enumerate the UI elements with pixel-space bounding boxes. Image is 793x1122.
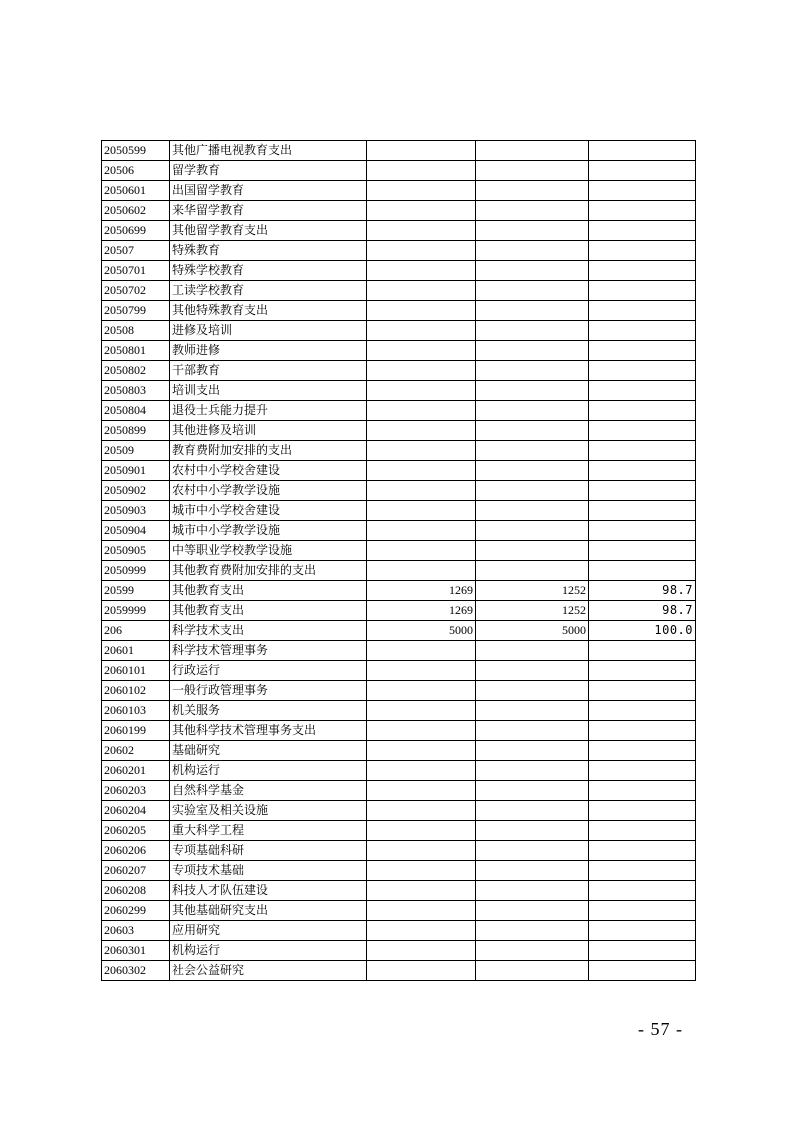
- budget-value-cell: [367, 301, 476, 321]
- actual-value-cell: [476, 261, 589, 281]
- account-code-cell: 206: [102, 621, 170, 641]
- completion-percent-cell: [589, 741, 696, 761]
- completion-percent-cell: [589, 561, 696, 581]
- budget-value-cell: [367, 701, 476, 721]
- actual-value-cell: [476, 801, 589, 821]
- account-code-cell: 2060302: [102, 961, 170, 981]
- account-name-cell: 其他教育费附加安排的支出: [170, 561, 367, 581]
- account-name-cell: 重大科学工程: [170, 821, 367, 841]
- actual-value-cell: [476, 361, 589, 381]
- actual-value-cell: [476, 861, 589, 881]
- account-name-cell: 退役士兵能力提升: [170, 401, 367, 421]
- budget-value-cell: [367, 961, 476, 981]
- actual-value-cell: [476, 661, 589, 681]
- completion-percent-cell: [589, 941, 696, 961]
- completion-percent-cell: [589, 461, 696, 481]
- budget-value-cell: [367, 401, 476, 421]
- account-name-cell: 城市中小学教学设施: [170, 521, 367, 541]
- actual-value-cell: [476, 881, 589, 901]
- completion-percent-cell: [589, 301, 696, 321]
- budget-value-cell: [367, 561, 476, 581]
- actual-value-cell: [476, 641, 589, 661]
- actual-value-cell: 1252: [476, 601, 589, 621]
- actual-value-cell: [476, 921, 589, 941]
- account-name-cell: 其他特殊教育支出: [170, 301, 367, 321]
- actual-value-cell: [476, 201, 589, 221]
- completion-percent-cell: [589, 521, 696, 541]
- account-name-cell: 培训支出: [170, 381, 367, 401]
- budget-value-cell: [367, 321, 476, 341]
- table-row: [102, 881, 696, 901]
- budget-value-cell: [367, 341, 476, 361]
- account-code-cell: 20506: [102, 161, 170, 181]
- table-row: [102, 481, 696, 501]
- table-row: [102, 821, 696, 841]
- table-row: [102, 461, 696, 481]
- budget-value-cell: [367, 501, 476, 521]
- completion-percent-cell: [589, 661, 696, 681]
- table-row: [102, 921, 696, 941]
- completion-percent-cell: [589, 161, 696, 181]
- account-name-cell: 应用研究: [170, 921, 367, 941]
- actual-value-cell: [476, 721, 589, 741]
- account-name-cell: 进修及培训: [170, 321, 367, 341]
- account-name-cell: 科学技术管理事务: [170, 641, 367, 661]
- budget-value-cell: [367, 841, 476, 861]
- completion-percent-cell: [589, 541, 696, 561]
- actual-value-cell: [476, 341, 589, 361]
- account-code-cell: 2060208: [102, 881, 170, 901]
- budget-value-cell: [367, 901, 476, 921]
- account-name-cell: 专项基础科研: [170, 841, 367, 861]
- account-name-cell: 机构运行: [170, 941, 367, 961]
- budget-value-cell: [367, 941, 476, 961]
- budget-value-cell: [367, 641, 476, 661]
- table-row: [102, 361, 696, 381]
- account-name-cell: 一般行政管理事务: [170, 681, 367, 701]
- completion-percent-cell: [589, 401, 696, 421]
- table-row: [102, 961, 696, 981]
- account-code-cell: 2050799: [102, 301, 170, 321]
- actual-value-cell: [476, 281, 589, 301]
- completion-percent-cell: [589, 921, 696, 941]
- budget-value-cell: [367, 421, 476, 441]
- budget-value-cell: [367, 281, 476, 301]
- completion-percent-cell: [589, 421, 696, 441]
- budget-value-cell: [367, 481, 476, 501]
- account-name-cell: 实验室及相关设施: [170, 801, 367, 821]
- table-row: [102, 681, 696, 701]
- account-name-cell: 特殊学校教育: [170, 261, 367, 281]
- account-name-cell: 机关服务: [170, 701, 367, 721]
- account-code-cell: 2050699: [102, 221, 170, 241]
- account-code-cell: 2060102: [102, 681, 170, 701]
- account-code-cell: 2050701: [102, 261, 170, 281]
- budget-value-cell: 1269: [367, 601, 476, 621]
- actual-value-cell: [476, 521, 589, 541]
- account-code-cell: 2050999: [102, 561, 170, 581]
- account-name-cell: 其他教育支出: [170, 581, 367, 601]
- completion-percent-cell: [589, 841, 696, 861]
- account-name-cell: 其他进修及培训: [170, 421, 367, 441]
- table-row: [102, 641, 696, 661]
- page-number: - 57 -: [638, 1019, 683, 1039]
- table-row: [102, 421, 696, 441]
- account-name-cell: 中等职业学校教学设施: [170, 541, 367, 561]
- budget-value-cell: [367, 781, 476, 801]
- account-name-cell: 科学技术支出: [170, 621, 367, 641]
- table-row: [102, 781, 696, 801]
- table-row: [102, 901, 696, 921]
- table-row: [102, 281, 696, 301]
- account-name-cell: 干部教育: [170, 361, 367, 381]
- account-code-cell: 2050803: [102, 381, 170, 401]
- table-row: [102, 141, 696, 161]
- table-row: [102, 401, 696, 421]
- table-row: [102, 441, 696, 461]
- budget-value-cell: [367, 241, 476, 261]
- account-code-cell: 20507: [102, 241, 170, 261]
- account-code-cell: 2060205: [102, 821, 170, 841]
- actual-value-cell: [476, 741, 589, 761]
- actual-value-cell: [476, 221, 589, 241]
- account-name-cell: 教师进修: [170, 341, 367, 361]
- table-row: [102, 201, 696, 221]
- actual-value-cell: [476, 961, 589, 981]
- account-code-cell: 2050601: [102, 181, 170, 201]
- actual-value-cell: [476, 901, 589, 921]
- actual-value-cell: [476, 481, 589, 501]
- actual-value-cell: [476, 141, 589, 161]
- actual-value-cell: [476, 941, 589, 961]
- account-name-cell: 基础研究: [170, 741, 367, 761]
- completion-percent-cell: [589, 481, 696, 501]
- actual-value-cell: [476, 501, 589, 521]
- completion-percent-cell: [589, 361, 696, 381]
- actual-value-cell: [476, 301, 589, 321]
- account-code-cell: 2050899: [102, 421, 170, 441]
- table-row: [102, 701, 696, 721]
- budget-value-cell: [367, 881, 476, 901]
- budget-value-cell: [367, 761, 476, 781]
- account-name-cell: 特殊教育: [170, 241, 367, 261]
- completion-percent-cell: [589, 861, 696, 881]
- table-row: [102, 341, 696, 361]
- completion-percent-cell: [589, 321, 696, 341]
- account-name-cell: 自然科学基金: [170, 781, 367, 801]
- account-code-cell: 2050903: [102, 501, 170, 521]
- completion-percent-cell: [589, 701, 696, 721]
- budget-value-cell: [367, 861, 476, 881]
- completion-percent-cell: 98.7: [589, 601, 696, 621]
- budget-value-cell: [367, 141, 476, 161]
- completion-percent-cell: [589, 681, 696, 701]
- actual-value-cell: [476, 161, 589, 181]
- actual-value-cell: [476, 821, 589, 841]
- completion-percent-cell: [589, 381, 696, 401]
- table-body: [102, 141, 696, 981]
- account-code-cell: 2050801: [102, 341, 170, 361]
- completion-percent-cell: [589, 281, 696, 301]
- budget-value-cell: [367, 661, 476, 681]
- table-row: [102, 321, 696, 341]
- account-code-cell: 20603: [102, 921, 170, 941]
- account-code-cell: 2050902: [102, 481, 170, 501]
- account-name-cell: 工读学校教育: [170, 281, 367, 301]
- budget-value-cell: [367, 461, 476, 481]
- table-row: [102, 161, 696, 181]
- account-code-cell: 2060301: [102, 941, 170, 961]
- account-name-cell: 其他科学技术管理事务支出: [170, 721, 367, 741]
- completion-percent-cell: [589, 241, 696, 261]
- budget-value-cell: [367, 381, 476, 401]
- account-code-cell: 2060206: [102, 841, 170, 861]
- completion-percent-cell: [589, 201, 696, 221]
- budget-value-cell: [367, 201, 476, 221]
- actual-value-cell: [476, 441, 589, 461]
- account-name-cell: 来华留学教育: [170, 201, 367, 221]
- actual-value-cell: [476, 701, 589, 721]
- actual-value-cell: [476, 421, 589, 441]
- completion-percent-cell: [589, 881, 696, 901]
- table-row: [102, 741, 696, 761]
- actual-value-cell: [476, 781, 589, 801]
- table-row: [102, 841, 696, 861]
- budget-value-cell: [367, 681, 476, 701]
- completion-percent-cell: [589, 761, 696, 781]
- completion-percent-cell: [589, 441, 696, 461]
- completion-percent-cell: [589, 501, 696, 521]
- table-row: [102, 661, 696, 681]
- budget-value-cell: [367, 441, 476, 461]
- budget-value-cell: 5000: [367, 621, 476, 641]
- account-code-cell: 2060101: [102, 661, 170, 681]
- budget-value-cell: [367, 821, 476, 841]
- actual-value-cell: [476, 321, 589, 341]
- account-code-cell: 2050602: [102, 201, 170, 221]
- account-name-cell: 行政运行: [170, 661, 367, 681]
- table-row: [102, 601, 696, 621]
- table-row: [102, 521, 696, 541]
- completion-percent-cell: [589, 901, 696, 921]
- table-row: [102, 381, 696, 401]
- completion-percent-cell: [589, 261, 696, 281]
- completion-percent-cell: 98.7: [589, 581, 696, 601]
- account-code-cell: 2050904: [102, 521, 170, 541]
- account-code-cell: 20602: [102, 741, 170, 761]
- completion-percent-cell: [589, 801, 696, 821]
- account-name-cell: 农村中小学教学设施: [170, 481, 367, 501]
- completion-percent-cell: [589, 821, 696, 841]
- account-code-cell: 2050599: [102, 141, 170, 161]
- account-code-cell: 2060299: [102, 901, 170, 921]
- account-code-cell: 20508: [102, 321, 170, 341]
- budget-value-cell: [367, 801, 476, 821]
- account-code-cell: 2060204: [102, 801, 170, 821]
- account-name-cell: 专项技术基础: [170, 861, 367, 881]
- table-row: [102, 801, 696, 821]
- table-row: [102, 501, 696, 521]
- account-code-cell: 2050702: [102, 281, 170, 301]
- actual-value-cell: [476, 381, 589, 401]
- budget-value-cell: [367, 721, 476, 741]
- account-name-cell: 农村中小学校舍建设: [170, 461, 367, 481]
- budget-value-cell: [367, 921, 476, 941]
- account-name-cell: 留学教育: [170, 161, 367, 181]
- completion-percent-cell: [589, 221, 696, 241]
- account-name-cell: 机构运行: [170, 761, 367, 781]
- completion-percent-cell: [589, 341, 696, 361]
- account-name-cell: 其他教育支出: [170, 601, 367, 621]
- completion-percent-cell: [589, 781, 696, 801]
- actual-value-cell: 1252: [476, 581, 589, 601]
- actual-value-cell: [476, 401, 589, 421]
- account-name-cell: 教育费附加安排的支出: [170, 441, 367, 461]
- budget-value-cell: [367, 261, 476, 281]
- account-code-cell: 2060207: [102, 861, 170, 881]
- table-row: [102, 721, 696, 741]
- account-code-cell: 2060199: [102, 721, 170, 741]
- budget-value-cell: [367, 181, 476, 201]
- actual-value-cell: [476, 681, 589, 701]
- completion-percent-cell: [589, 721, 696, 741]
- account-name-cell: 出国留学教育: [170, 181, 367, 201]
- account-name-cell: 城市中小学校舍建设: [170, 501, 367, 521]
- completion-percent-cell: [589, 961, 696, 981]
- table-row: [102, 761, 696, 781]
- table-row: [102, 301, 696, 321]
- table-row: [102, 221, 696, 241]
- actual-value-cell: [476, 461, 589, 481]
- account-code-cell: 2059999: [102, 601, 170, 621]
- budget-value-cell: [367, 221, 476, 241]
- budget-table: [101, 140, 696, 981]
- budget-value-cell: [367, 741, 476, 761]
- table-row: [102, 261, 696, 281]
- budget-value-cell: [367, 521, 476, 541]
- table-row: [102, 941, 696, 961]
- account-name-cell: 其他留学教育支出: [170, 221, 367, 241]
- table-row: [102, 541, 696, 561]
- table-row: [102, 561, 696, 581]
- completion-percent-cell: [589, 181, 696, 201]
- budget-value-cell: [367, 541, 476, 561]
- budget-value-cell: [367, 161, 476, 181]
- completion-percent-cell: 100.0: [589, 621, 696, 641]
- actual-value-cell: [476, 561, 589, 581]
- actual-value-cell: [476, 181, 589, 201]
- actual-value-cell: [476, 241, 589, 261]
- actual-value-cell: [476, 761, 589, 781]
- account-name-cell: 其他基础研究支出: [170, 901, 367, 921]
- budget-value-cell: 1269: [367, 581, 476, 601]
- table-row: [102, 861, 696, 881]
- account-code-cell: 2050901: [102, 461, 170, 481]
- account-name-cell: 科技人才队伍建设: [170, 881, 367, 901]
- account-code-cell: 2050804: [102, 401, 170, 421]
- account-name-cell: 其他广播电视教育支出: [170, 141, 367, 161]
- account-code-cell: 2050802: [102, 361, 170, 381]
- account-code-cell: 20509: [102, 441, 170, 461]
- budget-value-cell: [367, 361, 476, 381]
- account-name-cell: 社会公益研究: [170, 961, 367, 981]
- actual-value-cell: 5000: [476, 621, 589, 641]
- table-row: [102, 181, 696, 201]
- account-code-cell: 20599: [102, 581, 170, 601]
- actual-value-cell: [476, 541, 589, 561]
- actual-value-cell: [476, 841, 589, 861]
- table-row: [102, 241, 696, 261]
- account-code-cell: 2060103: [102, 701, 170, 721]
- account-code-cell: 2060203: [102, 781, 170, 801]
- table-row: [102, 581, 696, 601]
- account-code-cell: 2050905: [102, 541, 170, 561]
- table-row: [102, 621, 696, 641]
- completion-percent-cell: [589, 641, 696, 661]
- completion-percent-cell: [589, 141, 696, 161]
- account-code-cell: 2060201: [102, 761, 170, 781]
- account-code-cell: 20601: [102, 641, 170, 661]
